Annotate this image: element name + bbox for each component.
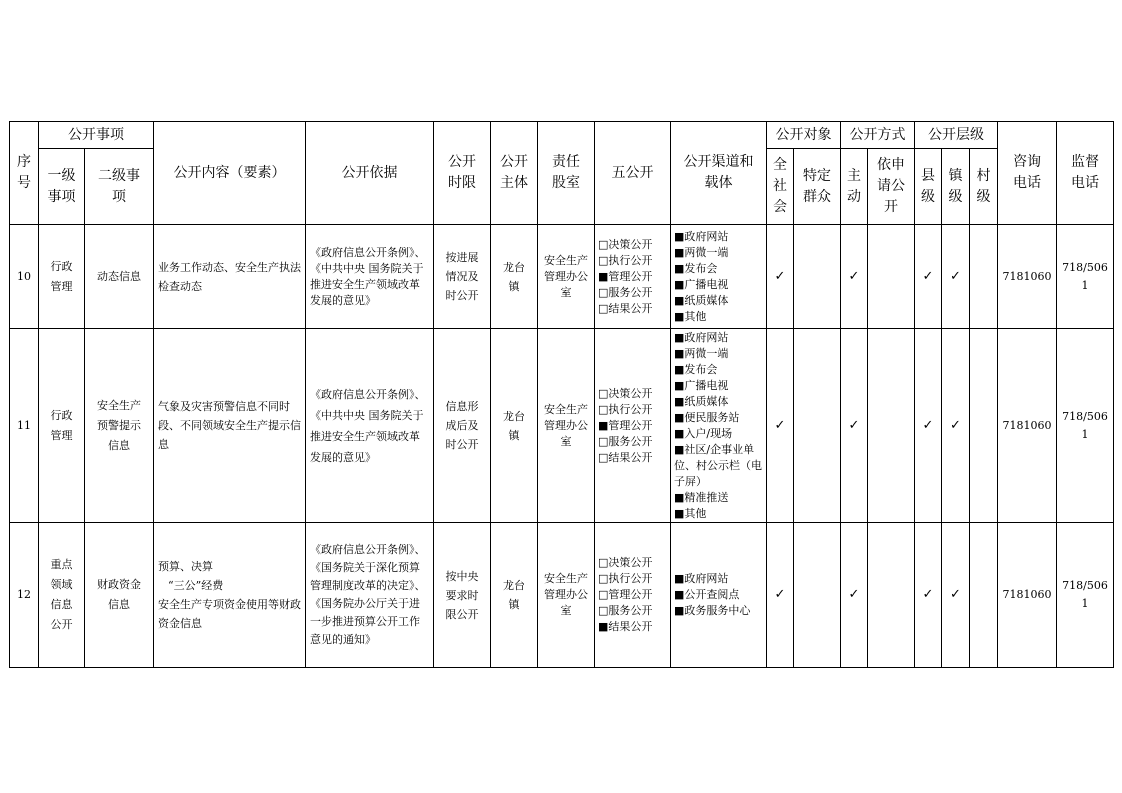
cell-supervise-phone: 718/5061 — [1057, 329, 1114, 523]
header-group-level: 公开层级 — [915, 122, 998, 149]
five-item: □结果公开 — [598, 450, 653, 464]
cell-five — [595, 523, 671, 668]
cell-dept: 安全生产管理办公室 — [538, 329, 595, 523]
channel-item: ■精准推送 — [674, 490, 729, 504]
cell-subject: 龙台镇 — [491, 225, 538, 329]
channel-item: ■发布会 — [674, 362, 718, 376]
cell-subject: 龙台镇 — [491, 329, 538, 523]
check-apply — [868, 329, 915, 523]
cell-content: 业务工作动态、安全生产执法检查动态 — [154, 225, 306, 329]
five-item: □服务公开 — [598, 434, 653, 448]
cell-supervise-phone: 718/5061 — [1057, 523, 1114, 668]
cell-basis: 《政府信息公开条例》、《中共中央 国务院关于推进安全生产领域改革发展的意见》 — [306, 329, 434, 523]
cell-seq: 11 — [10, 329, 39, 523]
content-line: 预算、决算 — [158, 560, 213, 573]
channel-item: ■社区/企事业单位、村公示栏（电子屏） — [674, 442, 762, 488]
cell-time-limit: 信息形成后及时公开 — [434, 329, 491, 523]
header-specific: 特定群众 — [794, 149, 841, 225]
channel-item: ■公开查阅点 — [674, 588, 740, 601]
five-item: □决策公开 — [598, 237, 653, 251]
check-village — [970, 225, 998, 329]
five-item: □决策公开 — [598, 386, 653, 400]
content-line: 安全生产专项资金使用等财政资金信息 — [158, 598, 301, 630]
channel-item: ■入户/现场 — [674, 426, 733, 440]
header-seq: 序号 — [10, 122, 39, 225]
five-item: □决策公开 — [598, 556, 653, 569]
channel-item: ■其他 — [674, 309, 707, 323]
header-time-limit: 公开时限 — [434, 122, 491, 225]
five-item: □服务公开 — [598, 285, 653, 299]
check-town: ✓ — [942, 523, 970, 668]
header-active: 主动 — [841, 149, 868, 225]
check-town: ✓ — [942, 225, 970, 329]
check-village — [970, 329, 998, 523]
check-county: ✓ — [915, 329, 942, 523]
channel-item: ■政务服务中心 — [674, 604, 751, 617]
content-line: “三公”经费 — [168, 579, 224, 592]
channel-item: ■两微一端 — [674, 346, 729, 360]
header-level2: 二级事项 — [85, 149, 154, 225]
check-all-society: ✓ — [767, 523, 794, 668]
check-all-society: ✓ — [767, 225, 794, 329]
header-county: 县级 — [915, 149, 942, 225]
header-group-items: 公开事项 — [39, 122, 154, 149]
check-town: ✓ — [942, 329, 970, 523]
check-village — [970, 523, 998, 668]
five-item: □执行公开 — [598, 572, 653, 585]
cell-subject: 龙台镇 — [491, 523, 538, 668]
channel-item: ■广播电视 — [674, 277, 729, 291]
table-row — [10, 225, 1114, 329]
cell-five — [595, 329, 671, 523]
cell-level2: 动态信息 — [85, 225, 154, 329]
cell-content: 气象及灾害预警信息不同时段、不同领域安全生产提示信息 — [154, 329, 306, 523]
five-item: □服务公开 — [598, 604, 653, 617]
cell-content — [154, 523, 306, 668]
channel-item: ■发布会 — [674, 261, 718, 275]
header-basis: 公开依据 — [306, 122, 434, 225]
channel-item: ■便民服务站 — [674, 410, 740, 424]
channel-item: ■纸质媒体 — [674, 394, 729, 408]
header-group-target: 公开对象 — [767, 122, 841, 149]
header-level1: 一级事项 — [39, 149, 85, 225]
cell-time-limit: 按进展情况及时公开 — [434, 225, 491, 329]
header-apply: 依申请公开 — [868, 149, 915, 225]
header-town: 镇级 — [942, 149, 970, 225]
header-consult: 咨询电话 — [998, 122, 1057, 225]
header-channel: 公开渠道和载体 — [671, 122, 767, 225]
header-dept: 责任股室 — [538, 122, 595, 225]
cell-level2: 安全生产预警提示信息 — [85, 329, 154, 523]
check-active: ✓ — [841, 329, 868, 523]
cell-level2: 财政资金信息 — [85, 523, 154, 668]
five-item: □管理公开 — [598, 588, 653, 601]
cell-time-limit: 按中央要求时限公开 — [434, 523, 491, 668]
cell-channel — [671, 523, 767, 668]
five-item: ■管理公开 — [598, 269, 653, 283]
header-supervise: 监督电话 — [1057, 122, 1114, 225]
check-specific — [794, 225, 841, 329]
cell-dept: 安全生产管理办公室 — [538, 523, 595, 668]
cell-level1: 行政管理 — [39, 225, 85, 329]
channel-item: ■政府网站 — [674, 229, 729, 243]
channel-item: ■纸质媒体 — [674, 293, 729, 307]
five-item: □结果公开 — [598, 301, 653, 315]
disclosure-table — [9, 121, 1114, 668]
cell-basis: 《政府信息公开条例》、《国务院关于深化预算管理制度改革的决定》、《国务院办公厅关于进一步推进预算公开工作意见的通知》 — [306, 523, 434, 668]
header-group-method: 公开方式 — [841, 122, 915, 149]
five-item: ■管理公开 — [598, 418, 653, 432]
five-item: ■结果公开 — [598, 620, 653, 633]
five-item: □执行公开 — [598, 402, 653, 416]
check-county: ✓ — [915, 225, 942, 329]
cell-channel — [671, 329, 767, 523]
cell-seq: 10 — [10, 225, 39, 329]
check-active: ✓ — [841, 523, 868, 668]
channel-item: ■其他 — [674, 506, 707, 520]
check-active: ✓ — [841, 225, 868, 329]
cell-supervise-phone: 718/5061 — [1057, 225, 1114, 329]
cell-consult-phone: 7181060 — [998, 225, 1057, 329]
table-row — [10, 523, 1114, 668]
channel-item: ■广播电视 — [674, 378, 729, 392]
cell-consult-phone: 7181060 — [998, 329, 1057, 523]
cell-consult-phone: 7181060 — [998, 523, 1057, 668]
check-apply — [868, 225, 915, 329]
header-five: 五公开 — [595, 122, 671, 225]
table-row — [10, 329, 1114, 523]
check-specific — [794, 329, 841, 523]
cell-dept: 安全生产管理办公室 — [538, 225, 595, 329]
channel-item: ■政府网站 — [674, 572, 729, 585]
cell-level1: 重点领域信息公开 — [39, 523, 85, 668]
five-item: □执行公开 — [598, 253, 653, 267]
check-apply — [868, 523, 915, 668]
cell-seq: 12 — [10, 523, 39, 668]
header-all-society: 全社会 — [767, 149, 794, 225]
cell-level1: 行政管理 — [39, 329, 85, 523]
channel-item: ■政府网站 — [674, 330, 729, 344]
cell-five — [595, 225, 671, 329]
header-village: 村级 — [970, 149, 998, 225]
header-content: 公开内容（要素） — [154, 122, 306, 225]
check-all-society: ✓ — [767, 329, 794, 523]
check-county: ✓ — [915, 523, 942, 668]
check-specific — [794, 523, 841, 668]
header-subject: 公开主体 — [491, 122, 538, 225]
cell-basis: 《政府信息公开条例》、《中共中央 国务院关于推进安全生产领域改革发展的意见》 — [306, 225, 434, 329]
channel-item: ■两微一端 — [674, 245, 729, 259]
cell-channel — [671, 225, 767, 329]
